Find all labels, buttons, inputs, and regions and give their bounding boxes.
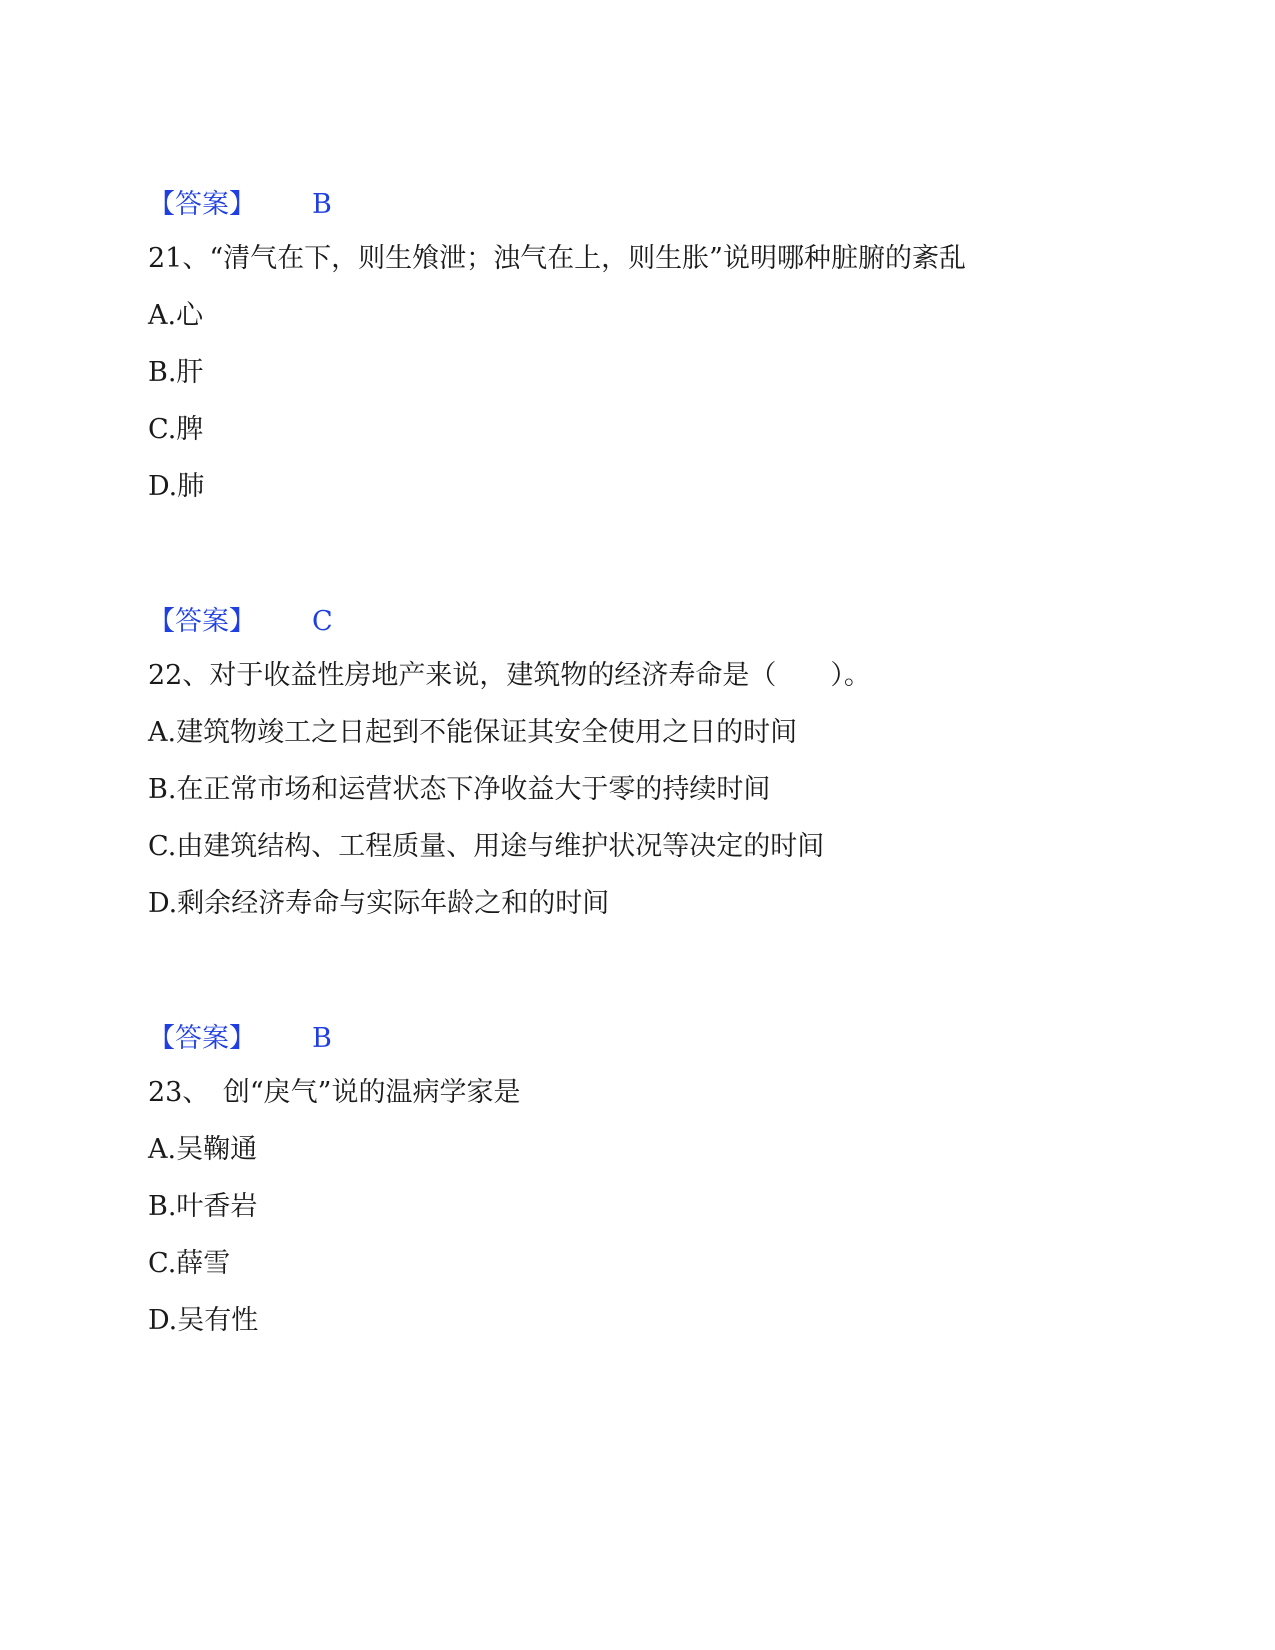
option-d: D.肺	[148, 471, 205, 502]
answer-block-3	[148, 1023, 1148, 1055]
question-text: 22、对于收益性房地产来说，建筑物的经济寿命是（ ）。	[148, 660, 871, 691]
option-d: D.剩余经济寿命与实际年龄之和的时间	[148, 888, 610, 919]
answer-line	[148, 189, 1148, 221]
answer-line	[148, 1023, 1148, 1055]
answer-value: B	[312, 189, 332, 220]
answer-block-2	[148, 606, 1148, 638]
answer-label: 【答案】	[148, 1023, 256, 1054]
answer-label: 【答案】	[148, 606, 256, 637]
option-c: C.薛雪	[148, 1248, 231, 1279]
option-d: D.吴有性	[148, 1305, 259, 1336]
answer-value: C	[312, 606, 333, 637]
option-a: A.建筑物竣工之日起到不能保证其安全使用之日的时间	[148, 717, 798, 748]
option-b: B.在正常市场和运营状态下净收益大于零的持续时间	[148, 774, 771, 805]
answer-value: B	[312, 1023, 332, 1054]
answer-block-1	[148, 189, 1148, 221]
option-b: B.肝	[148, 357, 204, 388]
question-block-23	[148, 1077, 1148, 1337]
question-block-22	[148, 660, 1148, 920]
question-block-21	[148, 243, 1148, 503]
option-b: B.叶香岩	[148, 1191, 258, 1222]
option-a: A.吴鞠通	[148, 1134, 258, 1165]
question-text: 21、“清气在下，则生飧泄；浊气在上，则生胀”说明哪种脏腑的紊乱	[148, 243, 966, 274]
option-c: C.由建筑结构、工程质量、用途与维护状况等决定的时间	[148, 831, 825, 862]
question-text: 23、 创“戾气”说的温病学家是	[148, 1077, 521, 1108]
option-c: C.脾	[148, 414, 204, 445]
answer-line	[148, 606, 1148, 638]
answer-label: 【答案】	[148, 189, 256, 220]
option-a: A.心	[148, 300, 204, 331]
